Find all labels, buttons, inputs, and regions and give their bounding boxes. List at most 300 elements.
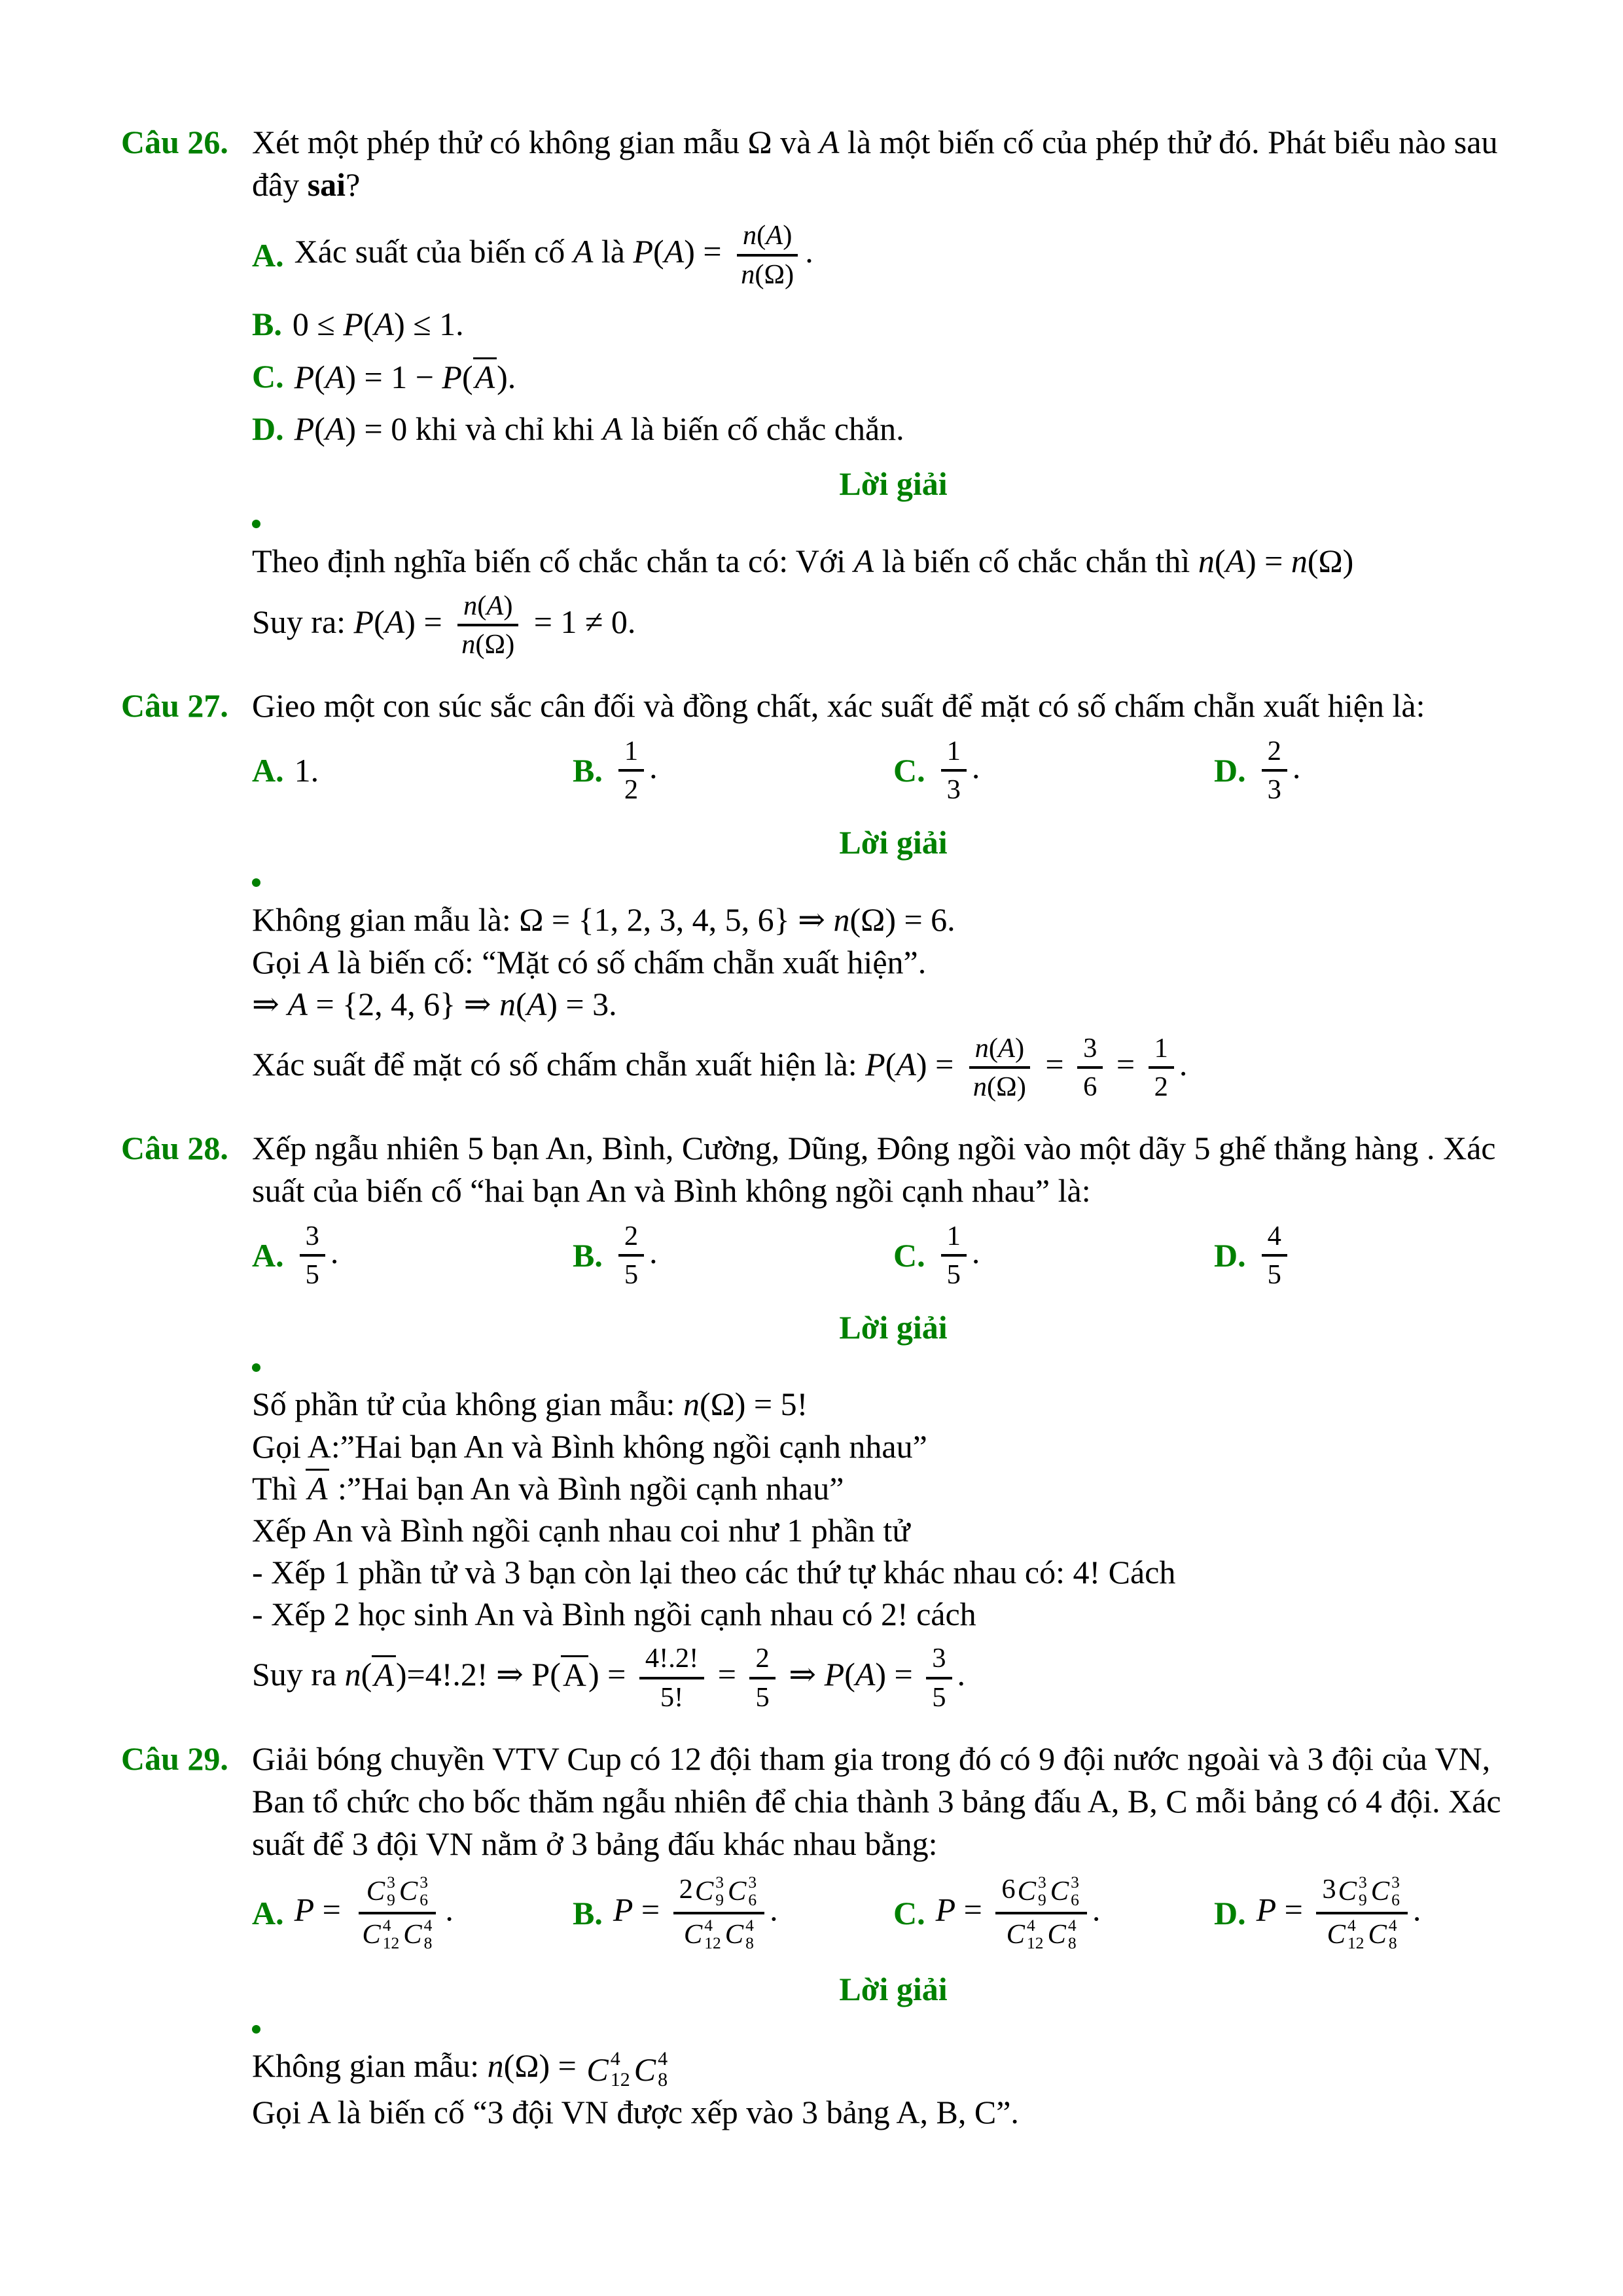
- text-fragment: (: [363, 306, 374, 343]
- subscript: 9: [1037, 1890, 1046, 1909]
- math-variable: A: [819, 124, 840, 160]
- subscript: 12: [1026, 1933, 1044, 1952]
- solution-line: [252, 1594, 1535, 1634]
- fraction-numerator: [1077, 1032, 1103, 1069]
- question-26-number: Câu 26.: [121, 124, 228, 160]
- option-a-label: A.: [252, 236, 284, 274]
- text-fragment: Xếp ngẫu nhiên 5 bạn An, Bình, Cường, Dũng, Đông ngồi vào một dãy 5 ghế thẳng hàng . Xác suất của biến cố “hai bạn An và Bình không ngồi cạnh nhau” là:: [252, 1129, 1504, 1209]
- combination-base: C: [1017, 1876, 1036, 1907]
- combination-scripts: [1068, 1917, 1077, 1952]
- subscript: 8: [1067, 1933, 1077, 1952]
- text-fragment: ⇒: [780, 1656, 825, 1693]
- fraction-numerator: [995, 1873, 1086, 1914]
- text-fragment: A: [562, 1656, 586, 1693]
- combination-symbol: [399, 1874, 428, 1909]
- text-fragment: Số phần tử của không gian mẫu:: [252, 1386, 683, 1423]
- question-29-number: Câu 29.: [121, 1740, 228, 1777]
- combination-symbol: [1368, 1917, 1397, 1952]
- fraction-denominator: [1319, 1914, 1405, 1953]
- superscript: 3: [1037, 1873, 1046, 1892]
- combination-scripts: [745, 1917, 754, 1952]
- superscript: 4: [704, 1916, 713, 1935]
- math-variable: P: [353, 603, 374, 640]
- fraction: [1077, 1032, 1103, 1103]
- text-fragment: ) =: [875, 1656, 921, 1693]
- option-d-content: [1257, 734, 1301, 808]
- combination-symbol: [634, 2049, 668, 2090]
- text-fragment: Không gian mẫu:: [252, 2047, 488, 2085]
- question-26: [121, 121, 1535, 662]
- text-fragment: (: [374, 603, 385, 640]
- superscript: 3: [1071, 1873, 1079, 1892]
- option-b-content: [293, 305, 464, 343]
- text-fragment: Không gian mẫu là: Ω = {1, 2, 3, 4, 5, 6} ⇒: [252, 901, 834, 938]
- text-fragment: =: [314, 1891, 349, 1928]
- superscript: 3: [419, 1873, 428, 1892]
- option-c-content: [936, 1219, 980, 1293]
- text-fragment: 1.: [294, 752, 319, 789]
- solution-heading: Lời giải: [839, 465, 948, 503]
- option-b-label: B.: [573, 1894, 603, 1931]
- bullet-line: [252, 1358, 1535, 1376]
- option-c-label: C.: [252, 358, 284, 395]
- combination-symbol: [403, 1917, 432, 1952]
- text-fragment: Xếp An và Bình ngồi cạnh nhau coi như 1 phần tử: [252, 1512, 910, 1549]
- solution-line: [252, 1552, 1535, 1592]
- text-fragment: 5: [624, 1259, 639, 1291]
- option-b-label: B.: [573, 1237, 603, 1274]
- math-variable: A: [1225, 542, 1246, 579]
- option-c-label: C.: [893, 1237, 925, 1274]
- fraction-denominator: [676, 1914, 762, 1953]
- option-d-label: D.: [1214, 1894, 1246, 1931]
- question-27-text: [252, 685, 1535, 727]
- math-variable: A: [307, 1470, 328, 1507]
- subscript: 9: [1358, 1890, 1367, 1909]
- combination-scripts: [611, 2049, 630, 2090]
- math-variable: A: [526, 985, 547, 1022]
- question-28-text: [252, 1127, 1535, 1212]
- text-fragment: = {2, 4, 6} ⇒: [307, 985, 500, 1022]
- fraction-numerator: [941, 735, 967, 772]
- question-29-option-a: [252, 1872, 573, 1954]
- math-variable: A: [853, 542, 874, 579]
- option-d-content: [1257, 1872, 1421, 1954]
- option-c-label: C.: [893, 1894, 925, 1931]
- option-b-label: B.: [252, 306, 282, 343]
- text-fragment: 5: [305, 1259, 319, 1291]
- text-fragment: (Ω): [987, 1071, 1026, 1103]
- question-27-option-a: [252, 734, 573, 808]
- subscript: 8: [658, 2068, 668, 2090]
- math-variable: n: [833, 901, 850, 938]
- fraction: [618, 1220, 644, 1291]
- question-27-number: Câu 27.: [121, 687, 228, 724]
- text-fragment: 3: [305, 1220, 319, 1251]
- text-fragment: 2: [755, 1643, 770, 1674]
- text-fragment: .: [1179, 1045, 1188, 1083]
- solution-line: [252, 984, 1535, 1024]
- math-variable: A: [325, 410, 346, 448]
- option-a-label: A.: [252, 752, 284, 789]
- subscript: 12: [382, 1933, 400, 1952]
- text-fragment: Suy ra: [252, 1656, 345, 1693]
- text-fragment: - Xếp 2 học sinh An và Bình ngồi cạnh nhau có 2! cách: [252, 1596, 976, 1633]
- text-fragment: ): [1014, 1032, 1025, 1064]
- combination-scripts: [715, 1874, 724, 1909]
- superscript: 4: [1067, 1916, 1077, 1935]
- fraction-denominator: [999, 1914, 1084, 1953]
- question-27-option-b: [573, 734, 893, 808]
- bullet-line: [252, 515, 1535, 533]
- text-fragment: (Ω): [755, 259, 794, 290]
- text-fragment: ?: [346, 166, 361, 203]
- math-variable: n: [741, 259, 755, 290]
- combination-symbol: [728, 1874, 757, 1909]
- math-variable: n: [499, 985, 516, 1022]
- fraction-denominator: [941, 772, 967, 806]
- text-fragment: Xác suất của biến cố: [294, 233, 573, 270]
- subscript: 8: [423, 1933, 433, 1952]
- question-26-option-d: [252, 408, 1535, 449]
- text-fragment: (: [461, 358, 473, 395]
- fraction: [926, 1642, 952, 1713]
- solution-line: [252, 1383, 1535, 1425]
- text-fragment: 3: [1267, 774, 1281, 806]
- text-fragment: 1: [1154, 1032, 1168, 1064]
- math-variable: A: [474, 358, 495, 395]
- combination-base: C: [1370, 1876, 1390, 1907]
- math-variable: A: [766, 220, 783, 251]
- fraction-denominator: [354, 1914, 440, 1953]
- text-fragment: (: [516, 985, 527, 1022]
- text-fragment: .: [649, 748, 658, 785]
- text-fragment: .: [805, 233, 813, 270]
- combination-base: C: [1338, 1876, 1357, 1907]
- text-fragment: 4!.2!: [645, 1643, 699, 1674]
- text-fragment: ) =: [684, 233, 730, 270]
- question-28-option-d: [1214, 1219, 1535, 1293]
- fraction-numerator: [1262, 1220, 1287, 1257]
- fraction: [618, 735, 644, 806]
- math-variable: n: [1291, 542, 1308, 579]
- text-fragment: 5: [946, 1259, 961, 1291]
- combination-symbol: [1338, 1874, 1367, 1909]
- solution-line: [252, 942, 1535, 982]
- fraction: [1149, 1032, 1174, 1103]
- fraction-denominator: [1262, 772, 1287, 806]
- fraction: [735, 219, 800, 291]
- text-fragment: 6: [1083, 1071, 1097, 1103]
- text-fragment: .: [957, 1656, 965, 1693]
- solution-line: [252, 2045, 1535, 2090]
- text-fragment: 5: [1267, 1259, 1281, 1291]
- fraction: [1316, 1873, 1407, 1953]
- superscript: 4: [658, 2048, 668, 2070]
- text-fragment: 3: [1083, 1032, 1097, 1064]
- text-fragment: 1: [624, 735, 639, 766]
- question-27-options: [252, 734, 1535, 808]
- option-a-content: [294, 1872, 454, 1954]
- solution-line: [252, 1641, 1535, 1715]
- math-variable: P: [1256, 1891, 1277, 1928]
- superscript: 3: [387, 1873, 395, 1892]
- combination-base: C: [724, 1919, 744, 1950]
- option-a-label: A.: [252, 1237, 284, 1274]
- option-d-content: [294, 410, 904, 448]
- combination-symbol: [366, 1874, 395, 1909]
- option-c-content: [936, 1872, 1101, 1954]
- superscript: 4: [1347, 1916, 1356, 1935]
- question-26-text: [252, 121, 1535, 206]
- text-fragment: = 1 ≠ 0.: [526, 603, 636, 640]
- math-variable: n: [344, 1656, 361, 1693]
- math-variable: A: [855, 1656, 876, 1693]
- subscript: 6: [419, 1890, 428, 1909]
- question-27-option-c: [893, 734, 1214, 808]
- fraction: [673, 1873, 764, 1953]
- fraction-numerator: [457, 590, 519, 627]
- fraction-denominator: [618, 1257, 644, 1291]
- combination-base: C: [362, 1919, 381, 1950]
- text-fragment: là biến cố chắc chắn.: [622, 410, 904, 448]
- fraction-numerator: [969, 1032, 1031, 1069]
- question-29-options: [252, 1872, 1535, 1954]
- text-fragment: Theo định nghĩa biến cố chắc chắn ta có: Với: [252, 542, 854, 579]
- text-fragment: ⇒: [252, 985, 288, 1022]
- question-27-option-d: [1214, 734, 1535, 808]
- text-fragment: (Ω): [1307, 542, 1354, 579]
- text-fragment: (Ω) =: [503, 2047, 585, 2085]
- green-dot-icon: [252, 1363, 260, 1372]
- subscript: 9: [715, 1890, 724, 1909]
- question-29-option-d: [1214, 1872, 1535, 1954]
- math-variable: A: [384, 603, 405, 640]
- question-26-option-b: [252, 304, 1535, 344]
- question-26-options: [252, 218, 1535, 449]
- fraction-denominator: [926, 1679, 952, 1714]
- fraction-numerator: [749, 1642, 775, 1679]
- math-variable: n: [487, 2047, 504, 2085]
- math-variable: P: [343, 306, 363, 343]
- superscript: 4: [423, 1916, 433, 1935]
- combination-symbol: [1327, 1917, 1364, 1952]
- combination-symbol: [362, 1917, 399, 1952]
- solution-line: [252, 588, 1535, 662]
- text-fragment: 3: [1322, 1873, 1336, 1905]
- combination-base: C: [633, 2051, 656, 2088]
- math-variable: A: [602, 410, 623, 448]
- fraction-denominator: [1262, 1257, 1287, 1291]
- combination-scripts: [1359, 1874, 1367, 1909]
- option-b-label: B.: [573, 752, 603, 789]
- text-fragment: )=4!.2! ⇒ P(: [395, 1656, 561, 1693]
- combination-symbol: [1018, 1874, 1046, 1909]
- bold-text: sai: [307, 166, 346, 203]
- text-fragment: ) = 1 −: [345, 358, 442, 395]
- text-fragment: 2: [679, 1873, 693, 1905]
- text-fragment: (: [885, 1045, 897, 1083]
- fraction-numerator: [618, 1220, 644, 1257]
- option-d-label: D.: [1214, 1237, 1246, 1274]
- question-28-option-b: [573, 1219, 893, 1293]
- solution-line: [252, 540, 1535, 582]
- fraction-numerator: [1316, 1873, 1407, 1914]
- text-fragment: 2: [1267, 735, 1281, 766]
- combination-base: C: [1006, 1919, 1025, 1950]
- fraction-denominator: [1077, 1069, 1103, 1103]
- subscript: 8: [1388, 1933, 1397, 1952]
- option-b-content: [613, 1219, 658, 1293]
- fraction: [941, 735, 967, 806]
- question-29-header: [121, 1738, 1535, 1865]
- fraction-numerator: [941, 1220, 967, 1257]
- option-a-content: [294, 1219, 339, 1293]
- question-28-option-c: [893, 1219, 1214, 1293]
- text-fragment: ) =: [404, 603, 451, 640]
- combination-base: C: [683, 1919, 703, 1950]
- subscript: 6: [1391, 1890, 1400, 1909]
- math-variable: n: [972, 1071, 988, 1103]
- math-variable: A: [309, 943, 330, 980]
- fraction: [639, 1642, 704, 1713]
- fraction-numerator: [639, 1642, 704, 1679]
- subscript: 6: [748, 1890, 757, 1909]
- text-fragment: là biến cố chắc chắn thì: [874, 542, 1198, 579]
- fraction-numerator: [737, 219, 798, 257]
- text-fragment: là một biến cố của phép thử đó. Phát biểu nào sau đây: [252, 124, 1506, 203]
- superscript: 4: [1388, 1916, 1397, 1935]
- option-a-content: [294, 751, 319, 789]
- combination-base: C: [1327, 1919, 1346, 1950]
- fraction: [300, 1220, 325, 1291]
- overline-expression: [306, 1469, 330, 1505]
- text-fragment: .: [649, 1233, 658, 1270]
- question-29-option-c: [893, 1872, 1214, 1954]
- solution-heading: Lời giải: [839, 824, 948, 861]
- bullet-line: [252, 874, 1535, 892]
- question-28-option-a: [252, 1219, 573, 1293]
- combination-scripts: [419, 1874, 428, 1909]
- question-28-options: [252, 1219, 1535, 1293]
- math-variable: A: [664, 233, 685, 270]
- text-fragment: - Xếp 1 phần tử và 3 bạn còn lại theo các thứ tự khác nhau có: 4! Cách: [252, 1554, 1176, 1591]
- text-fragment: 5!: [660, 1682, 684, 1713]
- math-variable: A: [287, 985, 308, 1022]
- superscript: 3: [715, 1873, 724, 1892]
- text-fragment: Thì: [252, 1470, 306, 1507]
- solution-line: [252, 1426, 1535, 1467]
- question-28-number: Câu 28.: [121, 1129, 228, 1166]
- text-fragment: 3: [946, 774, 961, 806]
- math-variable: P: [294, 410, 315, 448]
- combination-symbol: [1050, 1874, 1079, 1909]
- combination-base: C: [366, 1876, 385, 1907]
- math-variable: n: [461, 629, 476, 660]
- fraction: [455, 590, 520, 661]
- text-fragment: =: [955, 1891, 991, 1928]
- combination-scripts: [1027, 1917, 1044, 1952]
- overline-expression: [473, 357, 497, 394]
- text-fragment: (: [314, 358, 325, 395]
- math-variable: A: [374, 306, 395, 343]
- solution-line: [252, 2092, 1535, 2132]
- fraction-numerator: [300, 1220, 325, 1257]
- text-fragment: (: [653, 233, 664, 270]
- text-fragment: (: [757, 220, 766, 251]
- text-fragment: (: [1214, 542, 1226, 579]
- solution-line: [252, 1510, 1535, 1551]
- question-26-option-a: [252, 218, 1535, 292]
- option-a-content: [294, 218, 813, 292]
- bullet-line: [252, 2020, 1535, 2038]
- math-variable: n: [742, 220, 757, 251]
- combination-scripts: [1391, 1874, 1400, 1909]
- text-fragment: =: [1108, 1045, 1143, 1083]
- combination-base: C: [1368, 1919, 1387, 1950]
- combination-scripts: [748, 1874, 757, 1909]
- superscript: 3: [1358, 1873, 1367, 1892]
- fraction-denominator: [941, 1257, 967, 1291]
- math-variable: n: [974, 1032, 989, 1064]
- combination-base: C: [727, 1876, 747, 1907]
- solution-line: [252, 899, 1535, 941]
- text-fragment: .: [1092, 1891, 1101, 1928]
- text-fragment: (: [477, 590, 487, 621]
- green-dot-icon: [252, 878, 260, 887]
- combination-scripts: [1347, 1917, 1364, 1952]
- option-d-label: D.: [1214, 752, 1246, 789]
- superscript: 3: [1391, 1873, 1400, 1892]
- question-27-header: [121, 685, 1535, 727]
- text-fragment: =: [1037, 1045, 1073, 1083]
- text-fragment: 1: [946, 1220, 961, 1251]
- text-fragment: 2: [1154, 1071, 1168, 1103]
- combination-base: C: [586, 2051, 609, 2088]
- subscript: 9: [387, 1890, 395, 1909]
- superscript: 4: [745, 1916, 754, 1935]
- fraction: [967, 1032, 1032, 1103]
- question-29-text: [252, 1738, 1535, 1865]
- text-fragment: ): [503, 590, 513, 621]
- text-fragment: (Ω): [475, 629, 515, 660]
- text-fragment: :”Hai bạn An và Bình ngồi cạnh nhau”: [329, 1470, 844, 1507]
- math-variable: P: [294, 358, 315, 395]
- fraction-numerator: [359, 1873, 436, 1914]
- fraction-numerator: [926, 1642, 952, 1679]
- text-fragment: ).: [497, 358, 516, 395]
- option-c-content: [936, 734, 980, 808]
- solution-heading: Lời giải: [839, 1970, 948, 2007]
- text-fragment: 5: [932, 1682, 946, 1713]
- superscript: 4: [610, 2048, 620, 2070]
- subscript: 6: [1071, 1890, 1079, 1909]
- option-b-content: [613, 734, 658, 808]
- math-variable: A: [997, 1032, 1015, 1064]
- option-c-content: [294, 357, 516, 396]
- text-fragment: 5: [755, 1682, 770, 1713]
- text-fragment: .: [770, 1891, 778, 1928]
- fraction-numerator: [673, 1873, 764, 1914]
- subscript: 12: [610, 2068, 630, 2090]
- combination-scripts: [387, 1874, 395, 1909]
- superscript: 4: [382, 1916, 391, 1935]
- fraction: [995, 1873, 1086, 1953]
- math-variable: P: [935, 1891, 956, 1928]
- math-variable: P: [442, 358, 462, 395]
- combination-symbol: [1047, 1917, 1076, 1952]
- combination-scripts: [383, 1917, 400, 1952]
